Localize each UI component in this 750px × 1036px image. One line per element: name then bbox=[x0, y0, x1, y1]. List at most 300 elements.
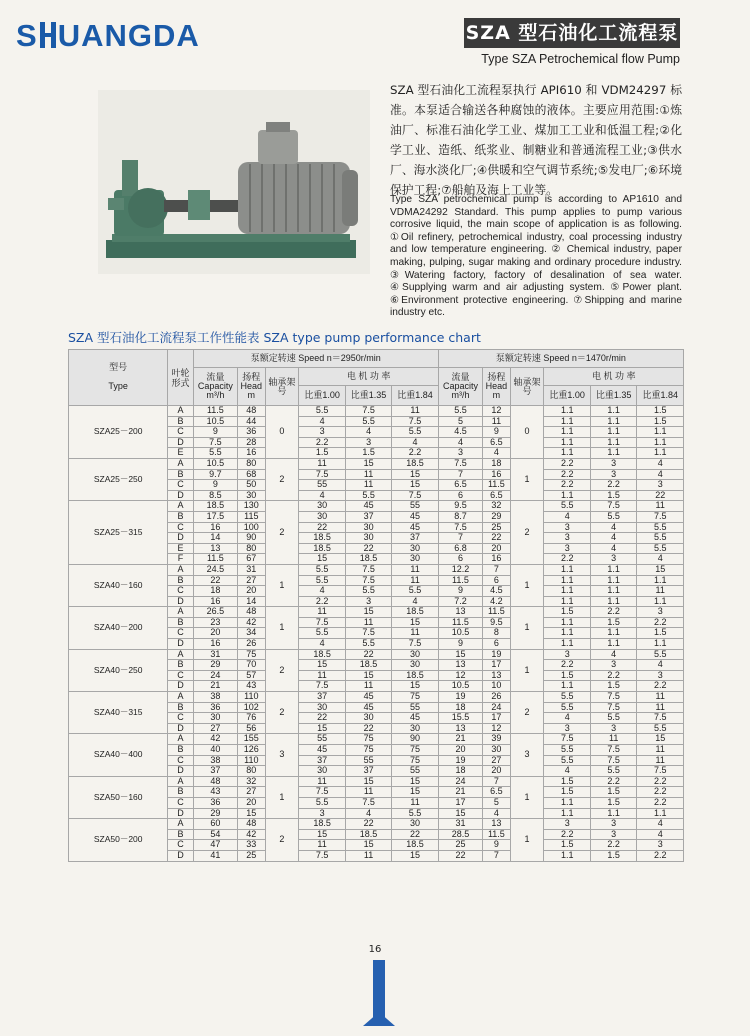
power-cell: 7.5 bbox=[299, 469, 345, 480]
power-cell: 3 bbox=[637, 840, 684, 851]
brand-logo: S UANGDA bbox=[16, 18, 200, 53]
power-cell: 11 bbox=[392, 575, 438, 586]
power-cell: 75 bbox=[392, 692, 438, 703]
head-cell: 6.5 bbox=[483, 787, 510, 798]
head-cell: 48 bbox=[238, 607, 265, 618]
head-cell: 39 bbox=[483, 734, 510, 745]
power-cell: 1.1 bbox=[590, 586, 636, 597]
power-cell: 3 bbox=[544, 522, 590, 533]
impeller-cell: E bbox=[168, 543, 193, 554]
power-cell: 22 bbox=[345, 649, 391, 660]
power-cell: 55 bbox=[345, 755, 391, 766]
power-cell: 3 bbox=[590, 458, 636, 469]
power-cell: 1.1 bbox=[544, 564, 590, 575]
capacity-cell: 12 bbox=[438, 670, 482, 681]
bearing-cell: 1 bbox=[510, 607, 544, 649]
power-cell: 7.5 bbox=[345, 406, 391, 417]
power-cell: 30 bbox=[299, 766, 345, 777]
head-cell: 70 bbox=[238, 660, 265, 671]
power-cell: 1.1 bbox=[544, 490, 590, 501]
capacity-cell: 15.5 bbox=[438, 713, 482, 724]
table-row bbox=[69, 819, 684, 830]
power-cell: 5.5 bbox=[345, 586, 391, 597]
impeller-cell: B bbox=[168, 660, 193, 671]
power-cell: 22 bbox=[345, 819, 391, 830]
power-cell: 5.5 bbox=[345, 639, 391, 650]
power-cell: 1.5 bbox=[590, 797, 636, 808]
power-cell: 5.5 bbox=[544, 501, 590, 512]
power-cell: 4 bbox=[637, 660, 684, 671]
power-cell: 5.5 bbox=[345, 490, 391, 501]
capacity-cell: 13 bbox=[438, 660, 482, 671]
power-cell: 55 bbox=[392, 501, 438, 512]
power-cell: 1.1 bbox=[544, 448, 590, 459]
power-cell: 30 bbox=[392, 660, 438, 671]
header-capacity: 流量 Capacity m³/h bbox=[438, 368, 482, 406]
impeller-cell: C bbox=[168, 797, 193, 808]
capacity-cell: 25 bbox=[438, 840, 482, 851]
head-cell: 26 bbox=[483, 692, 510, 703]
table-row bbox=[69, 458, 684, 469]
power-cell: 1.5 bbox=[590, 490, 636, 501]
pump-photo bbox=[98, 90, 370, 274]
impeller-cell: B bbox=[168, 416, 193, 427]
head-cell: 28 bbox=[238, 437, 265, 448]
power-cell: 3 bbox=[544, 543, 590, 554]
impeller-cell: B bbox=[168, 702, 193, 713]
power-cell: 1.5 bbox=[544, 776, 590, 787]
head-cell: 17 bbox=[483, 660, 510, 671]
impeller-cell: C bbox=[168, 427, 193, 438]
power-cell: 37 bbox=[392, 533, 438, 544]
power-cell: 45 bbox=[345, 702, 391, 713]
power-cell: 1.5 bbox=[590, 617, 636, 628]
head-cell: 13 bbox=[483, 819, 510, 830]
power-cell: 18.5 bbox=[345, 660, 391, 671]
capacity-cell: 7.5 bbox=[438, 458, 482, 469]
power-cell: 3 bbox=[590, 554, 636, 565]
power-cell: 75 bbox=[345, 745, 391, 756]
impeller-cell: A bbox=[168, 458, 193, 469]
pump-type-cell: SZA40－250 bbox=[69, 649, 168, 691]
power-cell: 2.2 bbox=[544, 469, 590, 480]
head-cell: 27 bbox=[238, 575, 265, 586]
power-cell: 11 bbox=[299, 607, 345, 618]
power-cell: 7.5 bbox=[392, 490, 438, 501]
capacity-cell: 11.5 bbox=[193, 406, 237, 417]
bearing-cell: 0 bbox=[510, 406, 544, 459]
power-cell: 1.1 bbox=[637, 448, 684, 459]
power-cell: 30 bbox=[299, 501, 345, 512]
power-cell: 5.5 bbox=[637, 723, 684, 734]
capacity-cell: 29 bbox=[193, 660, 237, 671]
header-ratio-135: 比重1.35 bbox=[590, 386, 636, 406]
bearing-cell: 2 bbox=[265, 692, 299, 734]
table-row bbox=[69, 776, 684, 787]
head-cell: 8 bbox=[483, 628, 510, 639]
capacity-cell: 6.8 bbox=[438, 543, 482, 554]
power-cell: 22 bbox=[392, 829, 438, 840]
capacity-cell: 18.5 bbox=[193, 501, 237, 512]
pump-type-cell: SZA40－315 bbox=[69, 692, 168, 734]
power-cell: 2.2 bbox=[590, 840, 636, 851]
power-cell: 5.5 bbox=[544, 745, 590, 756]
power-cell: 22 bbox=[299, 713, 345, 724]
power-cell: 2.2 bbox=[590, 670, 636, 681]
head-cell: 13 bbox=[483, 670, 510, 681]
header-capacity: 流量 Capacity m³/h bbox=[193, 368, 237, 406]
head-cell: 6 bbox=[483, 575, 510, 586]
head-cell: 25 bbox=[483, 522, 510, 533]
capacity-cell: 16 bbox=[193, 639, 237, 650]
power-cell: 2.2 bbox=[637, 787, 684, 798]
power-cell: 1.1 bbox=[590, 808, 636, 819]
power-cell: 37 bbox=[299, 692, 345, 703]
power-cell: 11 bbox=[299, 840, 345, 851]
power-cell: 11 bbox=[345, 469, 391, 480]
capacity-cell: 4.5 bbox=[438, 427, 482, 438]
power-cell: 2.2 bbox=[637, 850, 684, 861]
head-cell: 22 bbox=[483, 533, 510, 544]
bearing-cell: 1 bbox=[510, 649, 544, 691]
power-cell: 3 bbox=[345, 437, 391, 448]
header-bearing: 轴承架号 bbox=[265, 368, 299, 406]
impeller-cell: D bbox=[168, 490, 193, 501]
head-cell: 102 bbox=[238, 702, 265, 713]
power-cell: 7.5 bbox=[590, 692, 636, 703]
head-cell: 32 bbox=[238, 776, 265, 787]
power-cell: 4 bbox=[299, 490, 345, 501]
capacity-cell: 13 bbox=[438, 723, 482, 734]
head-cell: 31 bbox=[238, 564, 265, 575]
capacity-cell: 36 bbox=[193, 702, 237, 713]
head-cell: 11.5 bbox=[483, 829, 510, 840]
power-cell: 1.1 bbox=[544, 416, 590, 427]
power-cell: 15 bbox=[392, 469, 438, 480]
head-cell: 26 bbox=[238, 639, 265, 650]
power-cell: 30 bbox=[392, 819, 438, 830]
capacity-cell: 16 bbox=[193, 596, 237, 607]
capacity-cell: 43 bbox=[193, 787, 237, 798]
power-cell: 22 bbox=[299, 522, 345, 533]
power-cell: 30 bbox=[345, 533, 391, 544]
power-cell: 5.5 bbox=[637, 533, 684, 544]
power-cell: 1.1 bbox=[544, 596, 590, 607]
impeller-cell: B bbox=[168, 469, 193, 480]
header-head: 扬程 Head m bbox=[238, 368, 265, 406]
capacity-cell: 29 bbox=[193, 808, 237, 819]
power-cell: 1.5 bbox=[544, 787, 590, 798]
head-cell: 56 bbox=[238, 723, 265, 734]
power-cell: 3 bbox=[544, 819, 590, 830]
head-cell: 57 bbox=[238, 670, 265, 681]
impeller-cell: C bbox=[168, 480, 193, 491]
head-cell: 24 bbox=[483, 702, 510, 713]
head-cell: 30 bbox=[238, 490, 265, 501]
power-cell: 1.5 bbox=[590, 681, 636, 692]
bearing-cell: 2 bbox=[265, 819, 299, 861]
power-cell: 30 bbox=[392, 543, 438, 554]
bearing-cell: 2 bbox=[510, 692, 544, 734]
power-cell: 2.2 bbox=[637, 681, 684, 692]
power-cell: 7.5 bbox=[299, 850, 345, 861]
bearing-cell: 0 bbox=[265, 406, 299, 459]
power-cell: 1.1 bbox=[590, 564, 636, 575]
power-cell: 1.1 bbox=[590, 427, 636, 438]
power-cell: 1.1 bbox=[637, 437, 684, 448]
power-cell: 15 bbox=[392, 480, 438, 491]
head-cell: 110 bbox=[238, 692, 265, 703]
power-cell: 30 bbox=[299, 511, 345, 522]
power-cell: 1.1 bbox=[590, 437, 636, 448]
capacity-cell: 9 bbox=[193, 427, 237, 438]
head-cell: 11 bbox=[483, 416, 510, 427]
power-cell: 4 bbox=[345, 427, 391, 438]
head-cell: 30 bbox=[483, 745, 510, 756]
capacity-cell: 9.7 bbox=[193, 469, 237, 480]
impeller-cell: C bbox=[168, 522, 193, 533]
impeller-cell: A bbox=[168, 734, 193, 745]
impeller-cell: A bbox=[168, 406, 193, 417]
power-cell: 15 bbox=[392, 776, 438, 787]
head-cell: 9.5 bbox=[483, 617, 510, 628]
description-chinese: SZA 型石油化工流程泵执行 API610 和 VDM24297 标准。本泵适合输送各种腐蚀的液体。主要应用范围:①炼油厂、标准石油化学工业、煤加工工业和低温工程;②化学工业、造纸、纸浆业、制糖业和普通流程工业;③供水厂、海水淡化厂;④供暖和空气调节系统;⑤发电厂;⑥环境保护工程;⑦船舶及海上工业等。 bbox=[390, 83, 682, 197]
head-cell: 12 bbox=[483, 406, 510, 417]
capacity-cell: 41 bbox=[193, 850, 237, 861]
header-bearing: 轴承架号 bbox=[510, 368, 544, 406]
impeller-cell: D bbox=[168, 596, 193, 607]
bearing-cell: 1 bbox=[265, 776, 299, 818]
power-cell: 1.5 bbox=[345, 448, 391, 459]
power-cell: 3 bbox=[544, 533, 590, 544]
capacity-cell: 7.5 bbox=[193, 437, 237, 448]
impeller-cell: D bbox=[168, 437, 193, 448]
power-cell: 15 bbox=[299, 660, 345, 671]
bearing-cell: 2 bbox=[510, 501, 544, 565]
capacity-cell: 7.2 bbox=[438, 596, 482, 607]
power-cell: 5.5 bbox=[299, 797, 345, 808]
capacity-cell: 11.5 bbox=[193, 554, 237, 565]
impeller-cell: A bbox=[168, 501, 193, 512]
power-cell: 5.5 bbox=[637, 543, 684, 554]
power-cell: 1.1 bbox=[590, 639, 636, 650]
power-cell: 5.5 bbox=[392, 808, 438, 819]
impeller-cell: A bbox=[168, 649, 193, 660]
impeller-cell: D bbox=[168, 681, 193, 692]
head-cell: 27 bbox=[238, 787, 265, 798]
head-cell: 6.5 bbox=[483, 490, 510, 501]
power-cell: 37 bbox=[345, 511, 391, 522]
power-cell: 75 bbox=[345, 734, 391, 745]
head-cell: 19 bbox=[483, 649, 510, 660]
power-cell: 11 bbox=[299, 670, 345, 681]
power-cell: 55 bbox=[392, 766, 438, 777]
power-cell: 5.5 bbox=[637, 649, 684, 660]
power-cell: 1.5 bbox=[544, 670, 590, 681]
table-row bbox=[69, 607, 684, 618]
impeller-cell: B bbox=[168, 787, 193, 798]
power-cell: 4 bbox=[637, 829, 684, 840]
head-cell: 29 bbox=[483, 511, 510, 522]
head-cell: 16 bbox=[483, 469, 510, 480]
capacity-cell: 5.5 bbox=[438, 406, 482, 417]
table-row bbox=[69, 564, 684, 575]
power-cell: 4 bbox=[637, 469, 684, 480]
power-cell: 4 bbox=[637, 458, 684, 469]
table-row bbox=[69, 501, 684, 512]
impeller-cell: D bbox=[168, 766, 193, 777]
power-cell: 15 bbox=[392, 681, 438, 692]
header-ratio-100: 比重1.00 bbox=[299, 386, 345, 406]
power-cell: 11 bbox=[590, 734, 636, 745]
pump-type-cell: SZA50－200 bbox=[69, 819, 168, 861]
power-cell: 1.1 bbox=[590, 448, 636, 459]
head-cell: 17 bbox=[483, 713, 510, 724]
capacity-cell: 38 bbox=[193, 755, 237, 766]
capacity-cell: 24 bbox=[438, 776, 482, 787]
capacity-cell: 18 bbox=[438, 766, 482, 777]
power-cell: 2.2 bbox=[590, 480, 636, 491]
power-cell: 15 bbox=[345, 670, 391, 681]
capacity-cell: 20 bbox=[438, 745, 482, 756]
power-cell: 4 bbox=[544, 766, 590, 777]
power-cell: 7.5 bbox=[590, 745, 636, 756]
power-cell: 1.5 bbox=[590, 787, 636, 798]
power-cell: 30 bbox=[392, 649, 438, 660]
page-number: 16 bbox=[368, 944, 382, 955]
power-cell: 1.1 bbox=[637, 575, 684, 586]
page-title: SZA 型石油化工流程泵 bbox=[464, 18, 680, 48]
power-cell: 15 bbox=[299, 829, 345, 840]
power-cell: 18.5 bbox=[345, 554, 391, 565]
power-cell: 1.1 bbox=[544, 628, 590, 639]
power-cell: 7.5 bbox=[345, 575, 391, 586]
capacity-cell: 10.5 bbox=[193, 416, 237, 427]
head-cell: 4.5 bbox=[483, 586, 510, 597]
power-cell: 1.1 bbox=[544, 586, 590, 597]
power-cell: 4 bbox=[590, 522, 636, 533]
capacity-cell: 7 bbox=[438, 533, 482, 544]
header-speed-1470: 泵额定转速 Speed n＝1470r/min bbox=[438, 350, 683, 368]
pump-type-cell: SZA50－160 bbox=[69, 776, 168, 818]
head-cell: 27 bbox=[483, 755, 510, 766]
impeller-cell: D bbox=[168, 808, 193, 819]
impeller-cell: A bbox=[168, 607, 193, 618]
power-cell: 7.5 bbox=[345, 628, 391, 639]
power-cell: 7.5 bbox=[392, 416, 438, 427]
table-row bbox=[69, 406, 684, 417]
power-cell: 37 bbox=[299, 755, 345, 766]
power-cell: 11 bbox=[637, 692, 684, 703]
power-cell: 3 bbox=[637, 480, 684, 491]
impeller-cell: B bbox=[168, 575, 193, 586]
power-cell: 45 bbox=[345, 501, 391, 512]
power-cell: 11 bbox=[392, 406, 438, 417]
head-cell: 16 bbox=[238, 448, 265, 459]
bearing-cell: 3 bbox=[265, 734, 299, 776]
power-cell: 2.2 bbox=[637, 797, 684, 808]
power-cell: 30 bbox=[392, 723, 438, 734]
power-cell: 5.5 bbox=[590, 713, 636, 724]
power-cell: 11 bbox=[637, 702, 684, 713]
head-cell: 126 bbox=[238, 745, 265, 756]
power-cell: 18.5 bbox=[345, 829, 391, 840]
power-cell: 22 bbox=[637, 490, 684, 501]
power-cell: 4 bbox=[637, 819, 684, 830]
capacity-cell: 37 bbox=[193, 766, 237, 777]
header-head: 扬程 Head m bbox=[483, 368, 510, 406]
power-cell: 7.5 bbox=[544, 734, 590, 745]
power-cell: 5.5 bbox=[544, 755, 590, 766]
capacity-cell: 15 bbox=[438, 649, 482, 660]
power-cell: 3 bbox=[299, 427, 345, 438]
power-cell: 45 bbox=[392, 713, 438, 724]
capacity-cell: 8.7 bbox=[438, 511, 482, 522]
performance-table-body bbox=[69, 406, 684, 862]
head-cell: 20 bbox=[238, 586, 265, 597]
power-cell: 2.2 bbox=[544, 554, 590, 565]
power-cell: 5.5 bbox=[299, 564, 345, 575]
capacity-cell: 18 bbox=[193, 586, 237, 597]
power-cell: 45 bbox=[299, 745, 345, 756]
header-motor-power: 电 机 功 率 bbox=[299, 368, 438, 386]
capacity-cell: 40 bbox=[193, 745, 237, 756]
power-cell: 18.5 bbox=[392, 840, 438, 851]
power-cell: 1.1 bbox=[637, 808, 684, 819]
header-motor-power: 电 机 功 率 bbox=[544, 368, 684, 386]
impeller-cell: C bbox=[168, 670, 193, 681]
power-cell: 22 bbox=[345, 723, 391, 734]
power-cell: 3 bbox=[590, 819, 636, 830]
capacity-cell: 22 bbox=[193, 575, 237, 586]
impeller-cell: D bbox=[168, 639, 193, 650]
power-cell: 18.5 bbox=[392, 670, 438, 681]
power-cell: 55 bbox=[299, 480, 345, 491]
power-cell: 5.5 bbox=[544, 702, 590, 713]
capacity-cell: 48 bbox=[193, 776, 237, 787]
head-cell: 48 bbox=[238, 819, 265, 830]
description-english: Type SZA petrochemical pump is according to AP1610 and VDMA24292 Standard. This pump applies to pump various corrosive liquid, the main scope of application is as following. ①Oil refinery, petrochemical industry, coal processing industry and low temperature engineering. ② Chemical industry, paper making, pulping, sugar making and ordinary procedure industry. ③Watering factory, factory of desalination of sea water. ④Supplying warm and air adjusting system. ⑤Power plant. ⑥Environment protective engineering. ⑦Shipping and marine industry etc. bbox=[390, 194, 682, 319]
power-cell: 1.5 bbox=[544, 607, 590, 618]
power-cell: 18.5 bbox=[299, 533, 345, 544]
power-cell: 2.2 bbox=[544, 458, 590, 469]
power-cell: 1.1 bbox=[544, 427, 590, 438]
power-cell: 15 bbox=[345, 607, 391, 618]
bearing-cell: 1 bbox=[510, 776, 544, 818]
capacity-cell: 6 bbox=[438, 554, 482, 565]
power-cell: 2.2 bbox=[299, 596, 345, 607]
head-cell: 75 bbox=[238, 649, 265, 660]
head-cell: 20 bbox=[483, 766, 510, 777]
power-cell: 7.5 bbox=[299, 787, 345, 798]
bearing-cell: 2 bbox=[265, 458, 299, 500]
power-cell: 5.5 bbox=[299, 406, 345, 417]
capacity-cell: 14 bbox=[193, 533, 237, 544]
power-cell: 2.2 bbox=[590, 776, 636, 787]
head-cell: 33 bbox=[238, 840, 265, 851]
power-cell: 3 bbox=[544, 649, 590, 660]
capacity-cell: 36 bbox=[193, 797, 237, 808]
power-cell: 18.5 bbox=[392, 607, 438, 618]
power-cell: 1.1 bbox=[590, 628, 636, 639]
capacity-cell: 6 bbox=[438, 490, 482, 501]
head-cell: 11.5 bbox=[483, 480, 510, 491]
performance-chart-title: SZA 型石油化工流程泵工作性能表 SZA type pump performance chart bbox=[68, 330, 481, 345]
header-impeller: 叶轮形式 bbox=[168, 350, 193, 406]
impeller-cell: C bbox=[168, 628, 193, 639]
power-cell: 1.1 bbox=[544, 850, 590, 861]
power-cell: 5.5 bbox=[590, 511, 636, 522]
